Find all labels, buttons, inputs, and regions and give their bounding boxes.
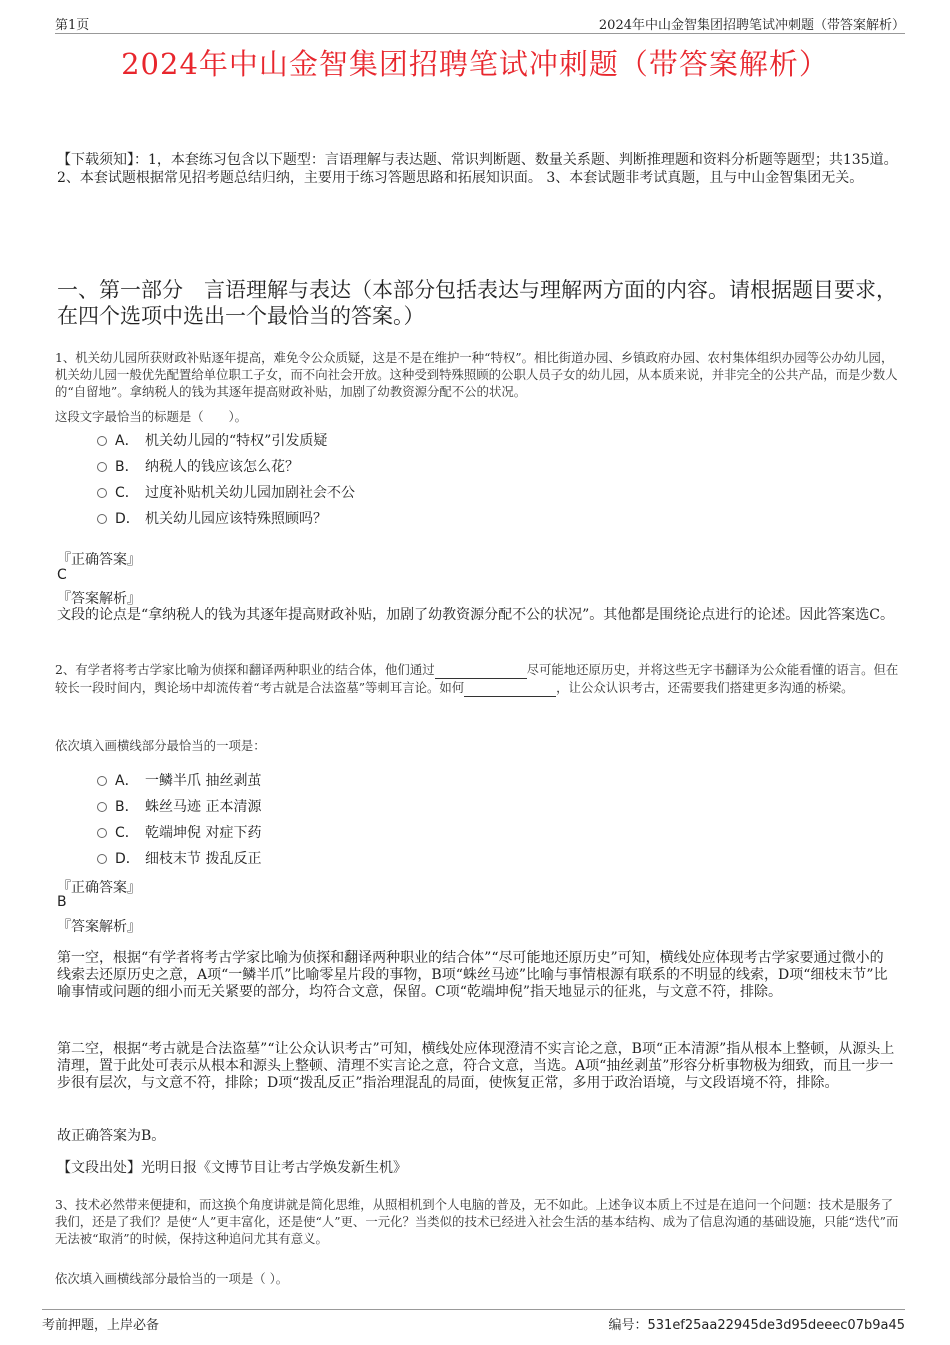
question-2-prompt: 依次填入画横线部分最恰当的一项是：: [55, 738, 266, 753]
question-1-option-c[interactable]: C． 过度补贴机关幼儿园加剧社会不公: [97, 482, 355, 502]
question-1-analysis-label: 『答案解析』: [57, 591, 141, 607]
question-1-answer: C: [57, 567, 67, 583]
question-1-option-a[interactable]: A． 机关幼儿园的“特权”引发质疑: [97, 430, 327, 450]
question-2-answer: B: [57, 894, 67, 910]
question-2-analysis-blank-1: 第一空，根据“有学者将考古学家比喻为侦探和翻译两种职业的结合体”“尽可能地还原历史”可知，横线处应体现考古学家要通过微小的线索去还原历史之意，A项“一鳞半爪”比喻零星片段的事物，B项“蛛丝马迹”比喻与事情根源有联系的不明显的线索，D项“细枝末节”比喻事情或问题的细小而无关紧要的部分，均符合文意，保留。C项“乾端坤倪”指天地显示的征兆，与文意不符，排除。: [57, 950, 888, 1000]
question-2-answer-label: 『正确答案』: [57, 880, 141, 896]
radio-icon[interactable]: [97, 462, 107, 472]
question-2-conclusion: 故正确答案为B。: [57, 1128, 166, 1144]
radio-icon[interactable]: [97, 514, 107, 524]
question-2-text: 2、有学者将考古学家比喻为侦探和翻译两种职业的结合体，他们通过 尽可能地还原历史，并将这些无字书翻译为公众能看懂的语言。但在较长一段时间内，舆论场中却流传着“考古就是合法盗墓”等刺耳言论。如何 ，让公众认识考古，还需要我们搭建更多沟通的桥梁。: [55, 662, 899, 695]
radio-icon[interactable]: [97, 436, 107, 446]
section-title: 一、第一部分 言语理解与表达（本部分包括表达与理解两方面的内容。请根据题目要求，在四个选项中选出一个最恰当的答案。）: [57, 278, 897, 328]
question-3-text: 3、技术必然带来便捷和，而这换个角度讲就是简化思维，从照相机到个人电脑的普及，无不如此。上述争议本质上不过是在追问一个问题：技术是服务了我们，还是了我们？是使“人”更丰富化，还是使“人”更、一元化？当类似的技术已经进入社会生活的基本结构、成为了信息沟通的基础设施，只能“迭代”而无法被“取消”的时候，保持这种追问尤其有意义。: [55, 1197, 899, 1246]
radio-icon[interactable]: [97, 776, 107, 786]
question-2-option-a[interactable]: A． 一鳞半爪 抽丝剥茧: [97, 770, 261, 790]
question-2-source: 【文段出处】光明日报《文博节目让考古学焕发新生机》: [57, 1160, 407, 1176]
download-notice: 【下载须知】：1，本套练习包含以下题型：言语理解与表达题、常识判断题、数量关系题、判断推理题和资料分析题等题型；共135道。 2、本套试题根据常见招考题总结归纳，主要用于练习答题思路和拓展知识面。 3、本套试题非考试真题，且与中山金智集团无关。: [57, 152, 898, 186]
question-3-prompt: 依次填入画横线部分最恰当的一项是（ ）。: [55, 1271, 289, 1286]
question-1-analysis: 文段的论点是“拿纳税人的钱为其逐年提高财政补贴，加剧了幼教资源分配不公的状况”。其他都是围绕论点进行的论述。因此答案选C。: [57, 607, 895, 623]
header-divider: [55, 33, 905, 34]
question-1-option-d[interactable]: D． 机关幼儿园应该特殊照顾吗？: [97, 508, 327, 528]
radio-icon[interactable]: [97, 802, 107, 812]
question-1-text: 1、机关幼儿园所获财政补贴逐年提高，难免令公众质疑，这是不是在维护一种“特权”。相比街道办园、乡镇政府办园、农村集体组织办园等公办幼儿园，机关幼儿园一般优先配置给单位职工子女，而不向社会开放。这种受到特殊照顾的公职人员子女的幼儿园，从本质来说，并非完全的公共产品，而是少数人的“自留地”。拿纳税人的钱为其逐年提高财政补贴，加剧了幼教资源分配不公的状况。: [55, 350, 898, 399]
question-2-option-b[interactable]: B． 蛛丝马迹 正本清源: [97, 796, 261, 816]
page-number: 第1页: [55, 18, 90, 33]
fill-blank-1: [435, 661, 527, 679]
question-2-option-c[interactable]: C． 乾端坤倪 对症下药: [97, 822, 261, 842]
question-2-analysis-blank-2: 第二空，根据“考古就是合法盗墓”“让公众认识考古”可知，横线处应体现澄清不实言论之意，B项“正本清源”指从根本上整顿，从源头上清理，置于此处可表示从根本和源头上整顿、清理不实言论之意，符合文意，当选。A项“抽丝剥茧”形容分析事物极为细致，而且一步一步很有层次，与文意不符，排除；D项“拨乱反正”指治理混乱的局面，使恢复正常，多用于政治语境，与文段语境不符，排除。: [57, 1041, 895, 1091]
radio-icon[interactable]: [97, 854, 107, 864]
document-code: 编号：531ef25aa22945de3d95deeec07b9a45: [608, 1318, 905, 1333]
footer-slogan: 考前押题，上岸必备: [42, 1318, 160, 1333]
question-1-option-b[interactable]: B． 纳税人的钱应该怎么花？: [97, 456, 299, 476]
footer-divider: [42, 1309, 905, 1310]
document-title: 2024年中山金智集团招聘笔试冲刺题（带答案解析）: [121, 47, 829, 81]
question-2-analysis-label: 『答案解析』: [57, 919, 141, 935]
question-1-prompt: 这段文字最恰当的标题是（ ）。: [55, 409, 248, 424]
question-1-answer-label: 『正确答案』: [57, 552, 141, 568]
radio-icon[interactable]: [97, 828, 107, 838]
radio-icon[interactable]: [97, 488, 107, 498]
fill-blank-2: [464, 679, 556, 697]
running-header-title: 2024年中山金智集团招聘笔试冲刺题（带答案解析）: [598, 18, 905, 33]
question-2-option-d[interactable]: D． 细枝末节 拨乱反正: [97, 848, 261, 868]
